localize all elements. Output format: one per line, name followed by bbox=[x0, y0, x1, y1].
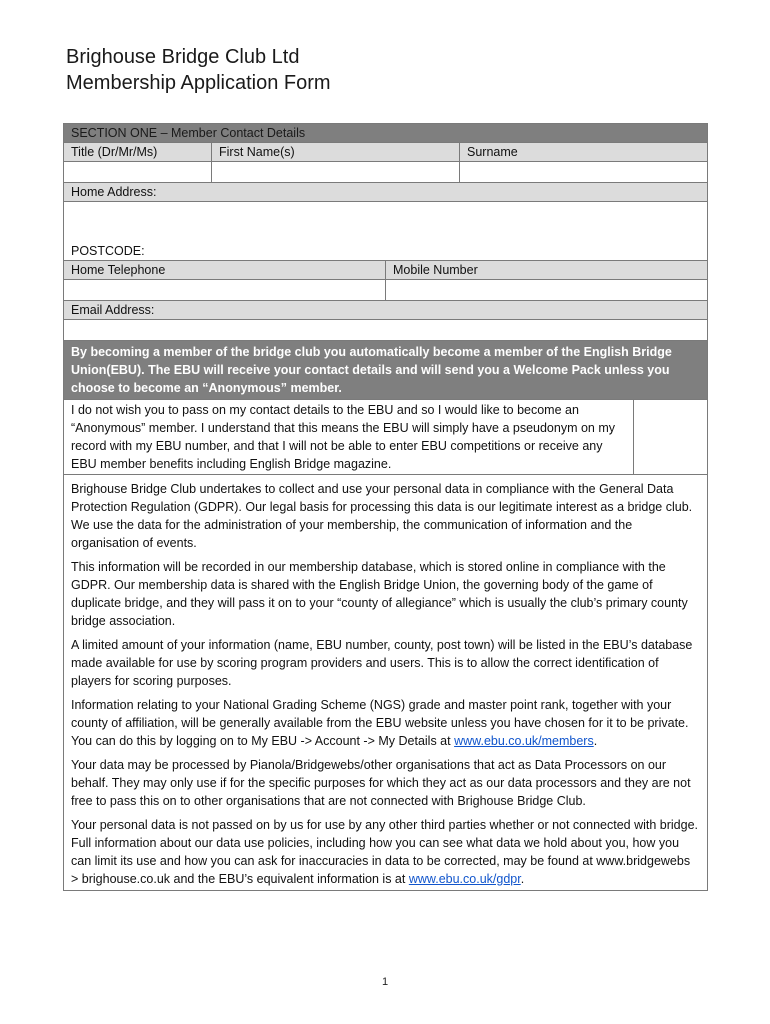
home-telephone-label: Home Telephone bbox=[71, 263, 166, 277]
anonymous-optout-checkbox[interactable] bbox=[633, 400, 707, 474]
gdpr-paragraph-6-end: . bbox=[520, 872, 525, 886]
email-field[interactable] bbox=[64, 320, 707, 340]
gdpr-paragraph-4-text: Information relating to your National Grading Scheme (NGS) grade and master point rank, together with your county of affiliation, will be generally available from the EBU website unless you have chosen for it to be private. You can do this by logging on to My EBU -> Account -> My Details at bbox=[71, 698, 689, 748]
membership-form bbox=[63, 123, 708, 891]
gdpr-paragraph-6 bbox=[71, 816, 700, 888]
gdpr-paragraph-6-text: Your personal data is not passed on by us for use by any other third parties whether or not connected with bridge. Full information about our data use policies, including how you can see what data we hold about you, how you can limit its use and how you can ask for inaccuracies in data to be corrected, may be found at www.bridgewebs > brighouse.co.uk and the EBU’s equivalent information is at bbox=[71, 818, 699, 886]
first-name-label: First Name(s) bbox=[211, 143, 459, 161]
anonymous-optout-row bbox=[64, 399, 707, 474]
section-one-header-row bbox=[64, 124, 707, 142]
phone-labels-row bbox=[64, 260, 707, 279]
gdpr-paragraph-4 bbox=[71, 696, 700, 750]
title-label: Title (Dr/Mr/Ms) bbox=[71, 145, 158, 159]
home-telephone-field[interactable] bbox=[64, 280, 385, 300]
form-title bbox=[66, 44, 331, 96]
gdpr-notice bbox=[64, 474, 707, 890]
page-number: 1 bbox=[381, 976, 389, 988]
home-address-field[interactable] bbox=[64, 202, 707, 260]
ebu-notice-row bbox=[64, 340, 707, 399]
home-address-label: Home Address: bbox=[71, 185, 157, 199]
gdpr-paragraph-5: Your data may be processed by Pianola/Bridgewebs/other organisations that act as Data Processors on our behalf. They may only use if for the specific purposes for which they act as our data processors and they are not free to pass this on to other organisations that are not connected with Brighouse Bridge Club. bbox=[71, 758, 691, 808]
email-label-row bbox=[64, 300, 707, 319]
gdpr-paragraph-2: This information will be recorded in our membership database, which is stored online in compliance with the GDPR. Our membership data is shared with the English Bridge Union, the governing body of the game of duplicate bridge, and they will pass it on to your “county of allegiance” which is usually the club’s primary county bridge association. bbox=[71, 560, 688, 628]
home-address-row bbox=[64, 201, 707, 260]
gdpr-paragraph-1: Brighouse Bridge Club undertakes to collect and use your personal data in compliance with the General Data Protection Regulation (GDPR). Our legal basis for processing this data is our legitimate interest as a bridge club. We use the data for the administration of your membership, the communication of information and the organisation of events. bbox=[71, 482, 693, 550]
form-name: Membership Application Form bbox=[66, 72, 331, 94]
home-address-label-row bbox=[64, 182, 707, 201]
surname-label: Surname bbox=[459, 143, 707, 161]
section-one-header: SECTION ONE – Member Contact Details bbox=[71, 126, 306, 140]
surname-field[interactable] bbox=[459, 162, 707, 182]
ebu-notice: By becoming a member of the bridge club you automatically become a member of the English Bridge Union(EBU). The EBU will receive your contact details and will send you a Welcome Pack unless you choose to become an “Anonymous” member. bbox=[64, 341, 707, 399]
mobile-number-field[interactable] bbox=[385, 280, 707, 300]
email-field-row bbox=[64, 319, 707, 340]
club-name: Brighouse Bridge Club Ltd bbox=[66, 46, 300, 68]
gdpr-paragraph-4-end: . bbox=[593, 734, 598, 748]
email-label: Email Address: bbox=[71, 303, 155, 317]
name-fields-row bbox=[64, 161, 707, 182]
first-name-field[interactable] bbox=[211, 162, 459, 182]
name-labels-row bbox=[64, 142, 707, 161]
ebu-members-link[interactable]: www.ebu.co.uk/members bbox=[454, 734, 594, 748]
ebu-gdpr-link[interactable]: www.ebu.co.uk/gdpr bbox=[408, 872, 521, 886]
anonymous-optout-text: I do not wish you to pass on my contact details to the EBU and so I would like to become an “Anonymous” member. I understand that this means the EBU will simply have a pseudonym on my record with my EBU number, and that I will not be able to enter EBU competitions or receive any EBU member benefits including English Bridge magazine. bbox=[71, 403, 616, 471]
phone-fields-row bbox=[64, 279, 707, 300]
title-field[interactable] bbox=[64, 162, 211, 182]
gdpr-paragraph-3: A limited amount of your information (name, EBU number, county, post town) will be listed in the EBU’s database made available for use by scoring program providers and users. This is to allow the correct identification of players for scoring purposes. bbox=[71, 638, 693, 688]
postcode-label: POSTCODE: bbox=[71, 244, 145, 258]
mobile-number-label: Mobile Number bbox=[385, 261, 707, 279]
